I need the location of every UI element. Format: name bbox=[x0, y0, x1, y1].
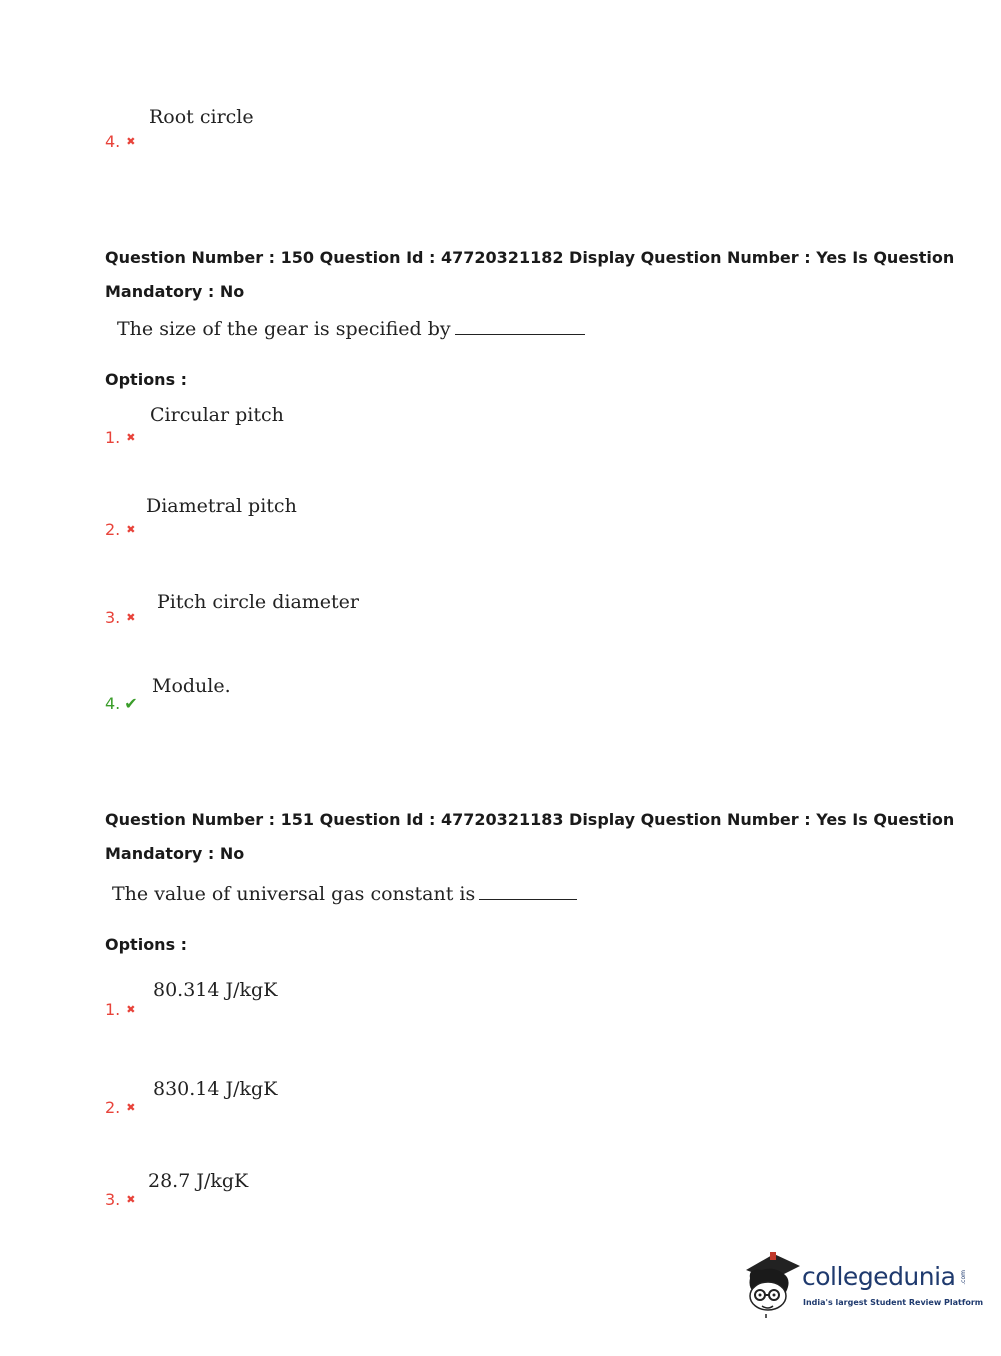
wrong-icon: ✖ bbox=[126, 135, 136, 148]
wrong-icon: ✖ bbox=[126, 611, 136, 624]
q150-option-4-text: Module. bbox=[152, 675, 231, 697]
option-number: 3. bbox=[105, 608, 121, 627]
q151-option-1-text: 80.314 J/kgK bbox=[153, 979, 278, 1001]
q150-option-1-text: Circular pitch bbox=[150, 404, 284, 426]
mascot-icon bbox=[740, 1248, 802, 1320]
q151-option-2-number bbox=[105, 1098, 135, 1117]
option-number: 4. bbox=[105, 694, 121, 713]
option-number: 4. bbox=[105, 132, 121, 151]
wrong-icon: ✖ bbox=[126, 431, 136, 444]
wrong-icon: ✖ bbox=[126, 1003, 136, 1016]
q151-option-3-number bbox=[105, 1190, 135, 1209]
q150-option-3-number bbox=[105, 608, 135, 627]
question-151-text bbox=[112, 883, 577, 905]
q151-option-3-text: 28.7 J/kgK bbox=[148, 1170, 249, 1192]
logo-tagline: India's largest Student Review Platform bbox=[803, 1298, 984, 1307]
option-number: 1. bbox=[105, 428, 121, 447]
check-icon: ✔ bbox=[124, 694, 138, 713]
prev-option-4-text: Root circle bbox=[149, 106, 254, 128]
wrong-icon: ✖ bbox=[126, 1101, 136, 1114]
answer-blank bbox=[479, 899, 577, 900]
logo-suffix: .com bbox=[960, 1270, 967, 1285]
option-number: 1. bbox=[105, 1000, 121, 1019]
q150-option-1-number bbox=[105, 428, 135, 447]
option-number: 3. bbox=[105, 1190, 121, 1209]
question-151-mandatory: Mandatory : No bbox=[105, 844, 245, 863]
q150-option-2-number bbox=[105, 520, 135, 539]
wrong-icon: ✖ bbox=[126, 1193, 136, 1206]
question-150-header: Question Number : 150 Question Id : 47720321182 Display Question Number : Yes Is Question bbox=[105, 248, 955, 267]
question-150-mandatory: Mandatory : No bbox=[105, 282, 245, 301]
question-151-header: Question Number : 151 Question Id : 47720321183 Display Question Number : Yes Is Question bbox=[105, 810, 955, 829]
option-number: 2. bbox=[105, 1098, 121, 1117]
answer-blank bbox=[455, 334, 585, 335]
question-150-text bbox=[117, 318, 585, 340]
q150-option-4-number bbox=[105, 694, 138, 713]
question-151-options-label: Options : bbox=[105, 935, 188, 954]
q150-option-3-text: Pitch circle diameter bbox=[157, 591, 360, 613]
q150-option-2-text: Diametral pitch bbox=[146, 495, 297, 517]
logo-wordmark: collegedunia bbox=[802, 1262, 956, 1291]
question-text: The value of universal gas constant is bbox=[112, 883, 476, 905]
question-150-options-label: Options : bbox=[105, 370, 188, 389]
wrong-icon: ✖ bbox=[126, 523, 136, 536]
q151-option-1-number bbox=[105, 1000, 135, 1019]
option-number: 2. bbox=[105, 520, 121, 539]
collegedunia-logo[interactable] bbox=[740, 1248, 984, 1320]
question-text: The size of the gear is specified by bbox=[117, 318, 451, 340]
prev-option-4-number bbox=[105, 132, 135, 151]
q151-option-2-text: 830.14 J/kgK bbox=[153, 1078, 278, 1100]
